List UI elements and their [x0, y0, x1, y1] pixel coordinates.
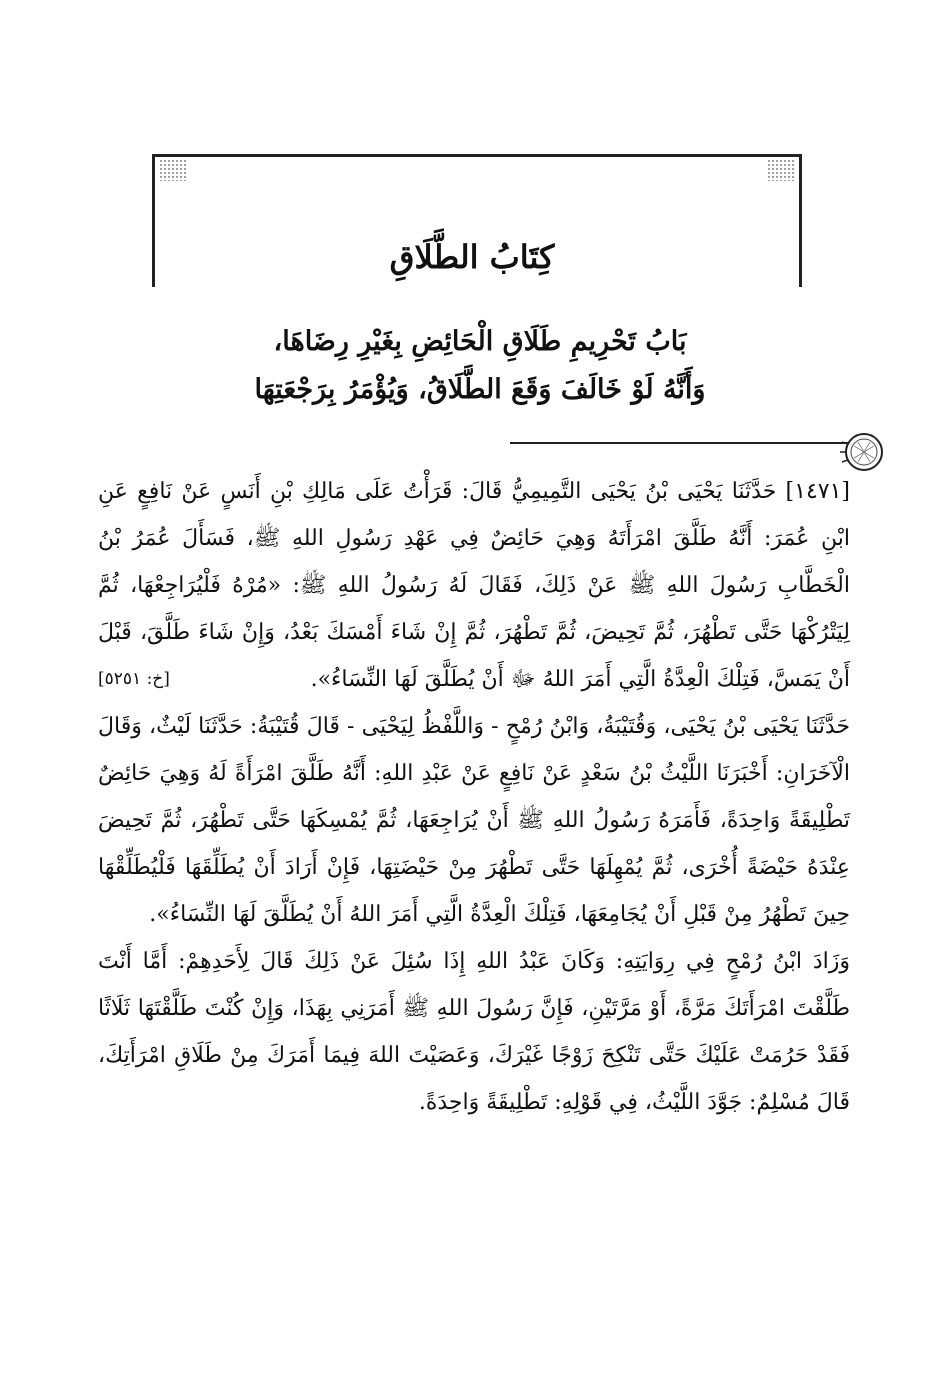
- hadith-text: [98, 468, 850, 1126]
- frame-corner-ornament-left: [159, 159, 187, 181]
- book-title: كِتَابُ الطَّلَاقِ: [389, 238, 555, 276]
- hadith-paragraph-2: حَدَّثَنَا يَحْيَى بْنُ يَحْيَى، وَقُتَيْبَةُ، وَابْنُ رُمْحٍ - وَاللَّفْظُ لِيَحْيَى - قَالَ قُتَيْبَةُ: حَدَّثَنَا لَيْثٌ، وَقَالَ الْآخَرَانِ: أَخْبَرَنَا اللَّيْثُ بْنُ سَعْدٍ عَنْ نَافِعٍ عَنْ عَبْدِ اللهِ: أَنَّهُ طَلَّقَ امْرَأَةً لَهُ وَهِيَ حَائِضٌ تَطْلِيقَةً وَاحِدَةً، فَأَمَرَهُ رَسُولُ اللهِ ﷺ أَنْ يُرَاجِعَهَا، ثُمَّ يُمْسِكَهَا حَتَّى تَطْهُرَ، ثُمَّ تَحِيضَ عِنْدَهُ حَيْضَةً أُخْرَى، ثُمَّ يُمْهِلَهَا حَتَّى تَطْهُرَ مِنْ حَيْضَتِهَا، فَإِنْ أَرَادَ أَنْ يُطَلِّقَهَا فَلْيُطَلِّقْهَا حِينَ تَطْهُرُ مِنْ قَبْلِ أَنْ يُجَامِعَهَا، فَتِلْكَ الْعِدَّةُ الَّتِي أَمَرَ اللهُ أَنْ يُطَلَّقَ لَهَا النِّسَاءُ».: [98, 714, 850, 927]
- hadith-paragraph-1-text: حَدَّثَنَا يَحْيَى بْنُ يَحْيَى التَّمِيمِيُّ قَالَ: قَرَأْتُ عَلَى مَالِكِ بْنِ أَنَسٍ عَنْ نَافِعٍ عَنِ ابْنِ عُمَرَ: أَنَّهُ طَلَّقَ امْرَأَتَهُ وَهِيَ حَائِضٌ فِي عَهْدِ رَسُولِ اللهِ ﷺ، فَسَأَلَ عُمَرُ بْنُ الْخَطَّابِ رَسُولَ اللهِ ﷺ عَنْ ذَلِكَ، فَقَالَ لَهُ رَسُولُ اللهِ ﷺ: «مُرْهُ فَلْيُرَاجِعْهَا، ثُمَّ لِيَتْرُكْهَا حَتَّى تَطْهُرَ، ثُمَّ تَحِيضَ، ثُمَّ تَطْهُرَ، ثُمَّ إِنْ شَاءَ أَمْسَكَ بَعْدُ، وَإِنْ شَاءَ طَلَّقَ، قَبْلَ أَنْ يَمَسَّ، فَتِلْكَ الْعِدَّةُ الَّتِي أَمَرَ اللهُ ﷻ أَنْ يُطَلَّقَ لَهَا النِّسَاءُ».: [98, 479, 851, 692]
- hadith-paragraph-1: [98, 468, 850, 703]
- hadith-number: [١٤٧١]: [785, 479, 850, 504]
- chapter-title-line-2: وَأَنَّهُ لَوْ خَالَفَ وَقَعَ الطَّلَاقُ، وَيُؤْمَرُ بِرَجْعَتِهَا: [254, 374, 706, 405]
- hadith-paragraph-3: وَزَادَ ابْنُ رُمْحٍ فِي رِوَايَتِهِ: وَكَانَ عَبْدُ اللهِ إِذَا سُئِلَ عَنْ ذَلِكَ قَالَ لِأَحَدِهِمْ: أَمَّا أَنْتَ طَلَّقْتَ امْرَأَتَكَ مَرَّةً، أَوْ مَرَّتَيْنِ، فَإِنَّ رَسُولَ اللهِ ﷺ أَمَرَنِي بِهَذَا، وَإِنْ كُنْتَ طَلَّقْتَهَا ثَلَاثًا فَقَدْ حَرُمَتْ عَلَيْكَ حَتَّى تَنْكِحَ زَوْجًا غَيْرَكَ، وَعَصَيْتَ اللهَ فِيمَا أَمَرَكَ مِنْ طَلَاقِ امْرَأَتِكَ، قَالَ مُسْلِمٌ: جَوَّدَ اللَّيْثُ، فِي قَوْلِهِ: تَطْلِيقَةً وَاحِدَةً.: [98, 949, 850, 1115]
- section-divider-line: [510, 442, 850, 444]
- frame-corner-ornament-right: [767, 159, 795, 181]
- chapter-title-line-1: بَابُ تَحْرِيمِ طَلَاقِ الْحَائِضِ بِغَيْرِ رِضَاهَا،: [273, 326, 687, 357]
- hadith-cross-reference: [خ: ٥٢٥١]: [98, 669, 170, 689]
- chapter-title: [80, 318, 880, 414]
